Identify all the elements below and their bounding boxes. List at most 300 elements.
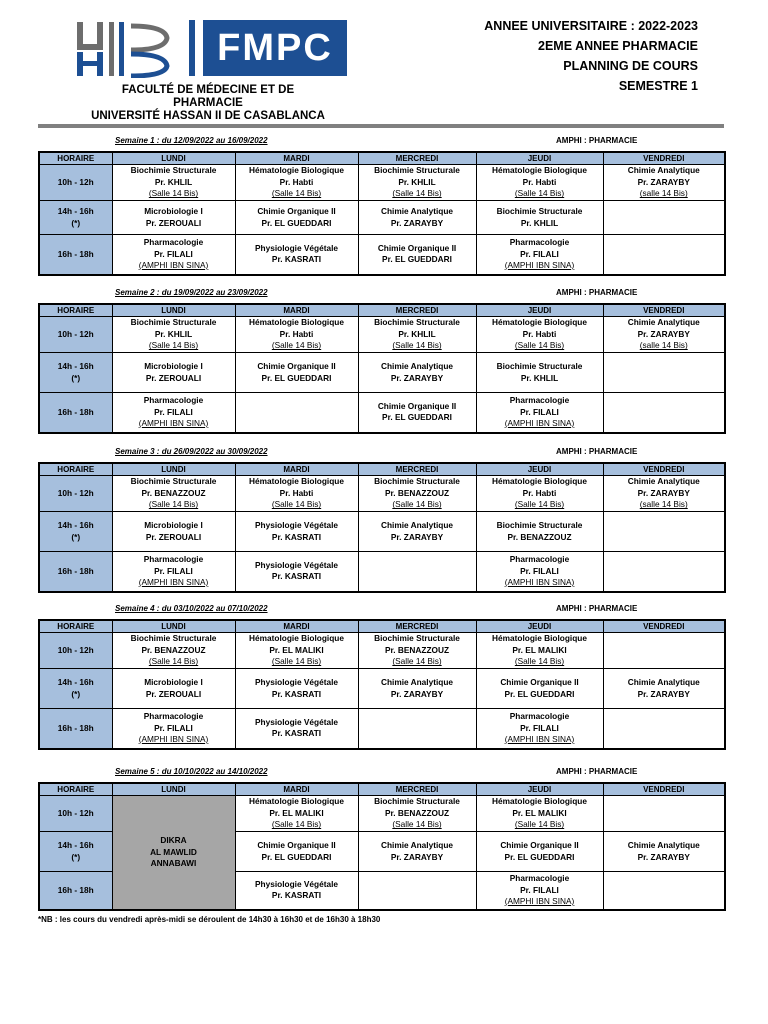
room: (salle 14 Bis) bbox=[639, 499, 688, 510]
room: (Salle 14 Bis) bbox=[148, 656, 199, 667]
professor: Pr. KHLIL bbox=[398, 328, 436, 339]
course-name: Chimie Organique II bbox=[377, 400, 457, 411]
course-cell bbox=[603, 552, 725, 592]
column-header: HORAIRE bbox=[39, 463, 112, 476]
room: (Salle 14 Bis) bbox=[148, 188, 199, 199]
room: (Salle 14 Bis) bbox=[271, 340, 322, 351]
time-slot: 10h - 12h bbox=[39, 317, 112, 353]
room: (AMPHI IBN SINA) bbox=[504, 418, 575, 428]
room: (salle 14 Bis) bbox=[639, 188, 688, 199]
course-cell bbox=[358, 512, 476, 552]
time-slot: 10h - 12h bbox=[39, 633, 112, 669]
professor: Pr. KHLIL bbox=[520, 372, 559, 383]
semester: SEMESTRE 1 bbox=[618, 79, 698, 93]
course-cell bbox=[358, 832, 476, 872]
course-cell bbox=[476, 832, 603, 872]
course-cell bbox=[358, 393, 476, 433]
course-name: Hématologie Biologique bbox=[249, 633, 344, 644]
professor: Pr. KASRATI bbox=[271, 254, 322, 265]
course-cell bbox=[112, 552, 235, 592]
table-row bbox=[39, 165, 725, 201]
course-name: Chimie Analytique bbox=[380, 520, 454, 530]
course-cell bbox=[112, 165, 235, 201]
professor: Pr. Habti bbox=[522, 328, 557, 339]
course-cell bbox=[358, 165, 476, 201]
professor: Pr. KASRATI bbox=[271, 531, 322, 542]
brand-fmpc: FMPC bbox=[203, 20, 347, 76]
professor: Pr. KHLIL bbox=[154, 176, 193, 187]
course-name: Pharmacologie bbox=[143, 395, 204, 405]
course-cell bbox=[603, 165, 725, 201]
course-cell bbox=[358, 201, 476, 235]
professor: Pr. FILALI bbox=[154, 565, 193, 576]
course-cell bbox=[235, 353, 358, 393]
course-cell bbox=[235, 669, 358, 709]
professor: Pr. ZARAYBY bbox=[390, 531, 444, 542]
professor: Pr. Habti bbox=[522, 487, 557, 498]
course-name: Pharmacologie bbox=[143, 711, 204, 721]
uh2-logo-icon bbox=[75, 20, 185, 78]
course-name: Hématologie Biologique bbox=[249, 165, 344, 176]
professor: Pr. ZEROUALI bbox=[145, 217, 202, 228]
room: (AMPHI IBN SINA) bbox=[504, 260, 575, 270]
week-table bbox=[38, 619, 726, 750]
professor: Pr. ZEROUALI bbox=[145, 531, 202, 542]
room: (Salle 14 Bis) bbox=[514, 340, 565, 351]
table-row bbox=[39, 476, 725, 512]
course-cell bbox=[603, 317, 725, 353]
course-name: Hématologie Biologique bbox=[249, 317, 344, 328]
course-cell bbox=[235, 317, 358, 353]
week-table bbox=[38, 151, 726, 276]
course-name: Biochimie Structurale bbox=[130, 165, 217, 176]
room: (Salle 14 Bis) bbox=[392, 656, 442, 667]
time-slot: 10h - 12h bbox=[39, 796, 112, 832]
course-name: Biochimie Structurale bbox=[130, 317, 217, 328]
course-name: Chimie Organique II bbox=[257, 840, 336, 850]
room: (Salle 14 Bis) bbox=[271, 656, 322, 667]
column-header: VENDREDI bbox=[603, 152, 725, 165]
course-name: Pharmacologie bbox=[509, 395, 570, 405]
amphi-label: AMPHI : PHARMACIE bbox=[556, 767, 638, 776]
course-cell bbox=[235, 201, 358, 235]
column-header: VENDREDI bbox=[603, 304, 725, 317]
column-header: JEUDI bbox=[476, 463, 603, 476]
course-name: Pharmacologie bbox=[143, 554, 204, 564]
professor: Pr. BENAZZOUZ bbox=[384, 487, 450, 498]
table-row bbox=[39, 353, 725, 393]
column-header: HORAIRE bbox=[39, 620, 112, 633]
professor: Pr. FILALI bbox=[520, 248, 559, 259]
time-slot: 16h - 18h bbox=[39, 872, 112, 910]
course-cell bbox=[476, 201, 603, 235]
professor: Pr. EL GUEDDARI bbox=[382, 254, 452, 265]
course-cell bbox=[603, 796, 725, 832]
course-cell bbox=[235, 709, 358, 749]
table-row bbox=[39, 709, 725, 749]
course-cell bbox=[235, 633, 358, 669]
course-name: Chimie Organique II bbox=[257, 361, 336, 371]
column-header: MARDI bbox=[235, 620, 358, 633]
professor: Pr. EL MALIKI bbox=[512, 807, 567, 818]
week-table bbox=[38, 303, 726, 434]
professor: Pr. BENAZZOUZ bbox=[141, 644, 206, 655]
professor: Pr. KASRATI bbox=[271, 688, 322, 699]
course-name: Biochimie Structurale bbox=[496, 361, 583, 371]
course-name: Hématologie Biologique bbox=[492, 476, 587, 487]
course-cell bbox=[476, 353, 603, 393]
course-name: Microbiologie I bbox=[144, 520, 203, 530]
professor: Pr. ZEROUALI bbox=[145, 688, 202, 699]
planning-title: PLANNING DE COURS bbox=[563, 59, 698, 73]
room: (AMPHI IBN SINA) bbox=[504, 896, 575, 906]
level: 2EME ANNEE PHARMACIE bbox=[538, 39, 698, 53]
course-name: Biochimie Structurale bbox=[374, 633, 460, 644]
column-header: MARDI bbox=[235, 304, 358, 317]
course-cell bbox=[603, 476, 725, 512]
professor: Pr. FILALI bbox=[154, 406, 193, 417]
course-name: Hématologie Biologique bbox=[492, 796, 587, 807]
professor: Pr. Habti bbox=[279, 487, 314, 498]
table-row bbox=[39, 235, 725, 275]
course-cell bbox=[603, 235, 725, 275]
column-header: LUNDI bbox=[112, 463, 235, 476]
week-title: Semaine 2 : du 19/09/2022 au 23/09/2022 bbox=[115, 288, 268, 297]
course-cell bbox=[112, 512, 235, 552]
course-name: Pharmacologie bbox=[509, 711, 570, 721]
course-cell bbox=[358, 669, 476, 709]
brand-divider bbox=[189, 20, 195, 76]
professor: Pr. ZARAYBY bbox=[637, 851, 690, 862]
professor: Pr. BENAZZOUZ bbox=[507, 531, 572, 542]
professor: Pr. EL GUEDDARI bbox=[261, 217, 332, 228]
course-cell bbox=[358, 796, 476, 832]
professor: Pr. FILALI bbox=[520, 884, 559, 895]
professor: Pr. EL GUEDDARI bbox=[261, 851, 332, 862]
course-name: Chimie Organique II bbox=[500, 840, 579, 850]
course-cell bbox=[358, 353, 476, 393]
professor: Pr. KASRATI bbox=[271, 890, 322, 901]
course-cell bbox=[476, 393, 603, 433]
room: (Salle 14 Bis) bbox=[271, 188, 322, 199]
course-cell bbox=[476, 669, 603, 709]
room: (Salle 14 Bis) bbox=[148, 499, 199, 510]
column-header: MARDI bbox=[235, 463, 358, 476]
course-name: Biochimie Structurale bbox=[130, 476, 217, 487]
course-cell bbox=[112, 709, 235, 749]
room: (Salle 14 Bis) bbox=[514, 656, 565, 667]
course-cell bbox=[476, 796, 603, 832]
course-cell bbox=[358, 552, 476, 592]
professor: Pr. KHLIL bbox=[398, 176, 436, 187]
column-header: LUNDI bbox=[112, 620, 235, 633]
course-cell bbox=[112, 669, 235, 709]
column-header: LUNDI bbox=[112, 152, 235, 165]
professor: Pr. EL MALIKI bbox=[512, 644, 567, 655]
professor: Pr. KASRATI bbox=[271, 571, 322, 582]
professor: Pr. BENAZZOUZ bbox=[384, 644, 450, 655]
course-name: Microbiologie I bbox=[144, 677, 203, 687]
course-name: Biochimie Structurale bbox=[374, 796, 460, 807]
course-cell bbox=[235, 393, 358, 433]
room: (Salle 14 Bis) bbox=[271, 499, 322, 510]
course-cell bbox=[235, 552, 358, 592]
footnote: *NB : les cours du vendredi après-midi se déroulent de 14h30 à 16h30 et de 16h30 à 18h30 bbox=[38, 915, 381, 924]
course-name: Physiologie Végétale bbox=[255, 677, 338, 687]
professor: Pr. ZARAYBY bbox=[637, 176, 690, 187]
professor: Pr. FILALI bbox=[154, 248, 193, 259]
course-name: Physiologie Végétale bbox=[255, 559, 338, 570]
course-name: Biochimie Structurale bbox=[374, 165, 460, 176]
course-cell bbox=[476, 709, 603, 749]
room: (AMPHI IBN SINA) bbox=[138, 734, 209, 744]
amphi-label: AMPHI : PHARMACIE bbox=[556, 136, 638, 145]
professor: Pr. EL GUEDDARI bbox=[261, 372, 332, 383]
course-name: Physiologie Végétale bbox=[255, 716, 338, 727]
room: (Salle 14 Bis) bbox=[392, 188, 442, 199]
course-name: Hématologie Biologique bbox=[249, 796, 344, 807]
professor: Pr. FILALI bbox=[520, 722, 559, 733]
course-name: Pharmacologie bbox=[509, 554, 570, 564]
table-row bbox=[39, 796, 725, 832]
column-header: MARDI bbox=[235, 152, 358, 165]
table-row bbox=[39, 669, 725, 709]
course-cell bbox=[235, 235, 358, 275]
professor: Pr. EL GUEDDARI bbox=[382, 412, 452, 423]
table-row bbox=[39, 201, 725, 235]
course-cell bbox=[112, 317, 235, 353]
course-cell bbox=[235, 165, 358, 201]
time-slot: 10h - 12h bbox=[39, 476, 112, 512]
course-cell bbox=[603, 633, 725, 669]
time-slot: 14h - 16h (*) bbox=[39, 512, 112, 552]
course-cell bbox=[358, 633, 476, 669]
course-name: Hématologie Biologique bbox=[492, 165, 587, 176]
professor: Pr. FILALI bbox=[520, 406, 559, 417]
course-cell bbox=[476, 872, 603, 910]
column-header: VENDREDI bbox=[603, 463, 725, 476]
room: (AMPHI IBN SINA) bbox=[504, 734, 575, 744]
room: (Salle 14 Bis) bbox=[392, 499, 442, 510]
column-header: LUNDI bbox=[112, 783, 235, 796]
header-divider bbox=[38, 124, 724, 128]
course-cell bbox=[603, 353, 725, 393]
column-header: VENDREDI bbox=[603, 620, 725, 633]
room: (AMPHI IBN SINA) bbox=[138, 418, 209, 428]
column-header: HORAIRE bbox=[39, 783, 112, 796]
course-cell bbox=[112, 235, 235, 275]
column-header: JEUDI bbox=[476, 620, 603, 633]
professor: Pr. ZARAYBY bbox=[390, 372, 444, 383]
course-cell bbox=[476, 633, 603, 669]
course-name: Hématologie Biologique bbox=[492, 317, 587, 328]
course-name: Chimie Analytique bbox=[627, 476, 700, 487]
course-cell bbox=[476, 512, 603, 552]
amphi-label: AMPHI : PHARMACIE bbox=[556, 447, 638, 456]
course-name: Chimie Analytique bbox=[380, 206, 454, 216]
course-name: Hématologie Biologique bbox=[249, 476, 344, 487]
column-header: MARDI bbox=[235, 783, 358, 796]
room: (Salle 14 Bis) bbox=[148, 340, 199, 351]
course-cell bbox=[476, 317, 603, 353]
professor: Pr. KHLIL bbox=[154, 328, 193, 339]
course-name: Chimie Analytique bbox=[627, 165, 700, 176]
course-cell bbox=[476, 552, 603, 592]
course-name: Biochimie Structurale bbox=[374, 476, 460, 487]
professor: Pr. EL GUEDDARI bbox=[504, 851, 575, 862]
column-header: LUNDI bbox=[112, 304, 235, 317]
professor: Pr. ZARAYBY bbox=[390, 688, 444, 699]
course-cell bbox=[358, 317, 476, 353]
column-header: MERCREDI bbox=[358, 783, 476, 796]
professor: Pr. ZEROUALI bbox=[145, 372, 202, 383]
table-row bbox=[39, 552, 725, 592]
professor: Pr. EL MALIKI bbox=[269, 807, 324, 818]
academic-year: ANNEE UNIVERSITAIRE : 2022-2023 bbox=[484, 19, 698, 33]
amphi-label: AMPHI : PHARMACIE bbox=[556, 288, 638, 297]
table-row bbox=[39, 393, 725, 433]
course-name: Pharmacologie bbox=[509, 873, 570, 883]
course-cell bbox=[603, 201, 725, 235]
professor: Pr. KASRATI bbox=[271, 728, 322, 739]
course-name: Chimie Analytique bbox=[380, 361, 454, 371]
professor: Pr. ZARAYBY bbox=[637, 328, 690, 339]
room: (salle 14 Bis) bbox=[639, 340, 688, 351]
professor: Pr. FILALI bbox=[154, 722, 193, 733]
professor: Pr. KHLIL bbox=[520, 217, 559, 228]
amphi-label: AMPHI : PHARMACIE bbox=[556, 604, 638, 613]
room: (Salle 14 Bis) bbox=[514, 819, 565, 830]
course-cell bbox=[112, 633, 235, 669]
course-name: Microbiologie I bbox=[144, 361, 203, 371]
column-header: MERCREDI bbox=[358, 620, 476, 633]
room: (AMPHI IBN SINA) bbox=[138, 260, 209, 270]
professor: Pr. BENAZZOUZ bbox=[141, 487, 206, 498]
table-row bbox=[39, 512, 725, 552]
course-cell bbox=[358, 872, 476, 910]
week-title: Semaine 5 : du 10/10/2022 au 14/10/2022 bbox=[115, 767, 268, 776]
course-cell bbox=[112, 476, 235, 512]
course-cell bbox=[476, 235, 603, 275]
room: (Salle 14 Bis) bbox=[514, 499, 565, 510]
time-slot: 10h - 12h bbox=[39, 165, 112, 201]
column-header: MERCREDI bbox=[358, 304, 476, 317]
course-name: Chimie Organique II bbox=[257, 206, 336, 216]
column-header: HORAIRE bbox=[39, 152, 112, 165]
course-cell bbox=[603, 872, 725, 910]
professor: Pr. ZARAYBY bbox=[637, 487, 690, 498]
room: (Salle 14 Bis) bbox=[514, 188, 565, 199]
time-slot: 16h - 18h bbox=[39, 552, 112, 592]
course-name: Biochimie Structurale bbox=[496, 520, 583, 530]
professor: Pr. Habti bbox=[522, 176, 557, 187]
time-slot: 14h - 16h (*) bbox=[39, 669, 112, 709]
column-header: JEUDI bbox=[476, 152, 603, 165]
header-info bbox=[484, 16, 698, 96]
course-name: Chimie Analytique bbox=[380, 840, 454, 850]
course-cell bbox=[476, 165, 603, 201]
time-slot: 14h - 16h (*) bbox=[39, 353, 112, 393]
time-slot: 16h - 18h bbox=[39, 709, 112, 749]
course-cell bbox=[603, 512, 725, 552]
time-slot: 16h - 18h bbox=[39, 235, 112, 275]
time-slot: 14h - 16h (*) bbox=[39, 832, 112, 872]
course-cell bbox=[603, 832, 725, 872]
time-slot: 16h - 18h bbox=[39, 393, 112, 433]
course-cell bbox=[358, 476, 476, 512]
course-name: Physiologie Végétale bbox=[255, 520, 338, 530]
column-header: MERCREDI bbox=[358, 152, 476, 165]
course-cell bbox=[235, 476, 358, 512]
professor: Pr. Habti bbox=[279, 176, 314, 187]
week-title: Semaine 1 : du 12/09/2022 au 16/09/2022 bbox=[115, 136, 268, 145]
course-name: Physiologie Végétale bbox=[255, 242, 338, 253]
course-name: Chimie Analytique bbox=[627, 840, 700, 850]
course-name: Pharmacologie bbox=[509, 237, 570, 247]
course-name: Physiologie Végétale bbox=[255, 878, 338, 889]
column-header: VENDREDI bbox=[603, 783, 725, 796]
holiday-cell: DIKRA AL MAWLID ANNABAWI bbox=[112, 796, 235, 910]
course-cell bbox=[235, 872, 358, 910]
course-cell bbox=[358, 235, 476, 275]
course-name: Hématologie Biologique bbox=[492, 633, 587, 644]
course-name: Chimie Organique II bbox=[500, 677, 579, 687]
professor: Pr. BENAZZOUZ bbox=[384, 807, 450, 818]
faculty-name: FACULTÉ DE MÉDECINE ET DE PHARMACIE UNIVERSITÉ HASSAN II DE CASABLANCA bbox=[91, 84, 325, 122]
room: (Salle 14 Bis) bbox=[392, 819, 442, 830]
table-row bbox=[39, 633, 725, 669]
course-cell bbox=[603, 709, 725, 749]
room: (Salle 14 Bis) bbox=[392, 340, 442, 351]
course-cell bbox=[235, 832, 358, 872]
course-cell bbox=[112, 393, 235, 433]
table-row bbox=[39, 317, 725, 353]
course-cell bbox=[603, 669, 725, 709]
course-cell bbox=[358, 709, 476, 749]
course-name: Pharmacologie bbox=[143, 237, 204, 247]
course-name: Biochimie Structurale bbox=[496, 206, 583, 216]
column-header: JEUDI bbox=[476, 304, 603, 317]
week-title: Semaine 4 : du 03/10/2022 au 07/10/2022 bbox=[115, 604, 268, 613]
professor: Pr. ZARAYBY bbox=[637, 688, 690, 699]
course-name: Microbiologie I bbox=[144, 206, 203, 216]
week-table bbox=[38, 462, 726, 593]
room: (AMPHI IBN SINA) bbox=[504, 577, 575, 587]
professor: Pr. Habti bbox=[279, 328, 314, 339]
column-header: MERCREDI bbox=[358, 463, 476, 476]
column-header: HORAIRE bbox=[39, 304, 112, 317]
week-table bbox=[38, 782, 726, 911]
room: (Salle 14 Bis) bbox=[271, 819, 322, 830]
professor: Pr. ZARAYBY bbox=[390, 851, 444, 862]
course-name: Biochimie Structurale bbox=[130, 633, 217, 644]
course-cell bbox=[476, 476, 603, 512]
course-cell bbox=[112, 201, 235, 235]
professor: Pr. ZARAYBY bbox=[390, 217, 444, 228]
course-name: Biochimie Structurale bbox=[374, 317, 460, 328]
course-name: Chimie Analytique bbox=[627, 677, 700, 687]
time-slot: 14h - 16h (*) bbox=[39, 201, 112, 235]
week-title: Semaine 3 : du 26/09/2022 au 30/09/2022 bbox=[115, 447, 268, 456]
column-header: JEUDI bbox=[476, 783, 603, 796]
course-name: Chimie Analytique bbox=[627, 317, 700, 328]
professor: Pr. FILALI bbox=[520, 565, 559, 576]
course-name: Chimie Analytique bbox=[380, 677, 454, 687]
course-cell bbox=[235, 512, 358, 552]
course-cell bbox=[112, 353, 235, 393]
room: (AMPHI IBN SINA) bbox=[138, 577, 209, 587]
professor: Pr. EL GUEDDARI bbox=[504, 688, 575, 699]
